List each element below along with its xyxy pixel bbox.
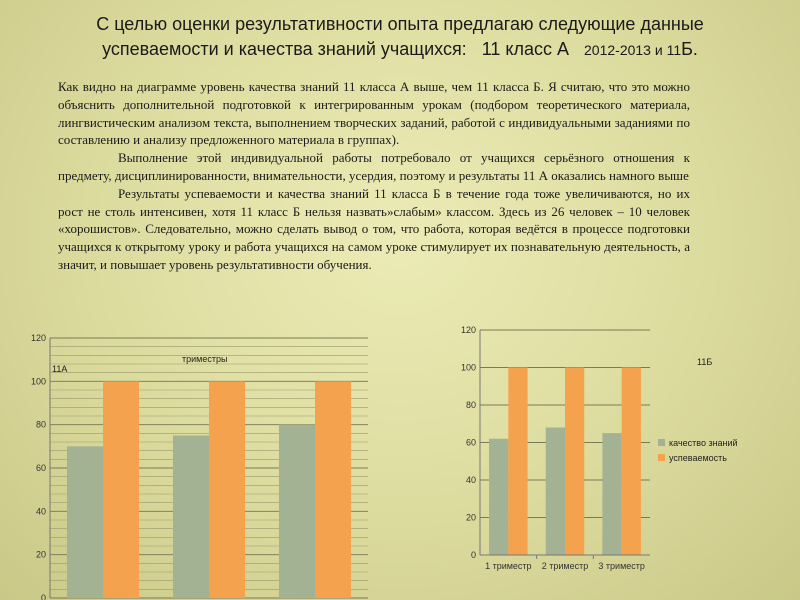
y-tick-label: 80 xyxy=(465,400,476,410)
y-tick-label: 60 xyxy=(35,463,46,473)
y-tick-label: 0 xyxy=(470,550,476,560)
y-tick-label: 0 xyxy=(40,593,46,600)
paragraph-2: Выполнение этой индивидуальной работы потребовало от учащихся серьёзного отношения к предмету, дисциплинированности, внимательности, усердия, поэтому и результаты 11 А оказались намного выше xyxy=(58,150,690,183)
chart-11b-y-ticks xyxy=(461,325,476,560)
chart-11b-x-ticks xyxy=(485,555,645,571)
chart-11a-subtitle: триместры xyxy=(182,354,228,364)
bar-progress xyxy=(622,368,641,556)
x-tick-label: 1 триместр xyxy=(485,561,532,571)
title-line-1: С целью оценки результативности опыта предлагаю следующие данные xyxy=(96,14,704,34)
paragraph-1: Как видно на диаграмме уровень качества знаний 11 класса А выше, чем 11 класса Б. Я считаю, что это можно объяснить дополнительной подготовкой к интегрированным урокам (подбором теоретического материала, лингвистическим анализом текста, выполнением творческих заданий, работой с индивидуальными заданиями по составлению и анализу предложенного материала в группах). xyxy=(58,79,690,148)
bar-quality xyxy=(602,433,621,555)
y-tick-label: 80 xyxy=(35,419,46,430)
x-tick-label: 3 триместр xyxy=(598,561,645,571)
title-class: 11 класс А xyxy=(481,39,569,59)
chart-11b-label: 11Б xyxy=(697,357,713,367)
y-tick-label: 120 xyxy=(30,333,46,343)
legend-swatch-quality xyxy=(658,439,665,446)
y-tick-label: 20 xyxy=(35,549,46,560)
y-tick-label: 40 xyxy=(35,506,46,517)
title-years: 2012-2013 и 11 xyxy=(584,42,682,58)
bar-quality xyxy=(489,439,508,555)
legend-swatch-progress xyxy=(658,454,665,461)
paragraph-3: Результаты успеваемости и качества знаний 11 класса Б в течение года тоже увеличиваются, но их рост не столь интенсивен, хотя 11 класс Б нельзя назвать»слабым» классом. Здесь из 26 человек – 10 человек «хорошистов». Следовательно, можно сделать вывод о том, что работа, которая ведётся в процессе подготовки учащихся к открытому уроку и работа учащихся на самом уроке стимулирует их познавательную деятельность, а значит, и повышает уровень результативности обучения. xyxy=(58,185,690,272)
y-tick-label: 120 xyxy=(460,325,476,335)
chart-11b-bars xyxy=(489,368,641,556)
y-tick-label: 20 xyxy=(465,512,476,523)
bar-quality xyxy=(546,428,565,556)
chart-11a-label: 11А xyxy=(52,364,68,374)
bar-progress xyxy=(508,368,527,556)
y-tick-label: 100 xyxy=(30,376,46,387)
x-tick-label: 2 триместр xyxy=(541,561,589,571)
legend-label-progress: успеваемость xyxy=(669,453,727,463)
bar-progress xyxy=(565,368,584,556)
y-tick-label: 40 xyxy=(465,475,476,485)
title-line-2-main: успеваемости и качества знаний учащихся: xyxy=(102,39,467,59)
y-tick-label: 60 xyxy=(465,437,476,448)
y-tick-label: 100 xyxy=(460,362,476,373)
legend-label-quality: качество знаний xyxy=(669,438,738,448)
title-end: Б. xyxy=(681,39,698,59)
